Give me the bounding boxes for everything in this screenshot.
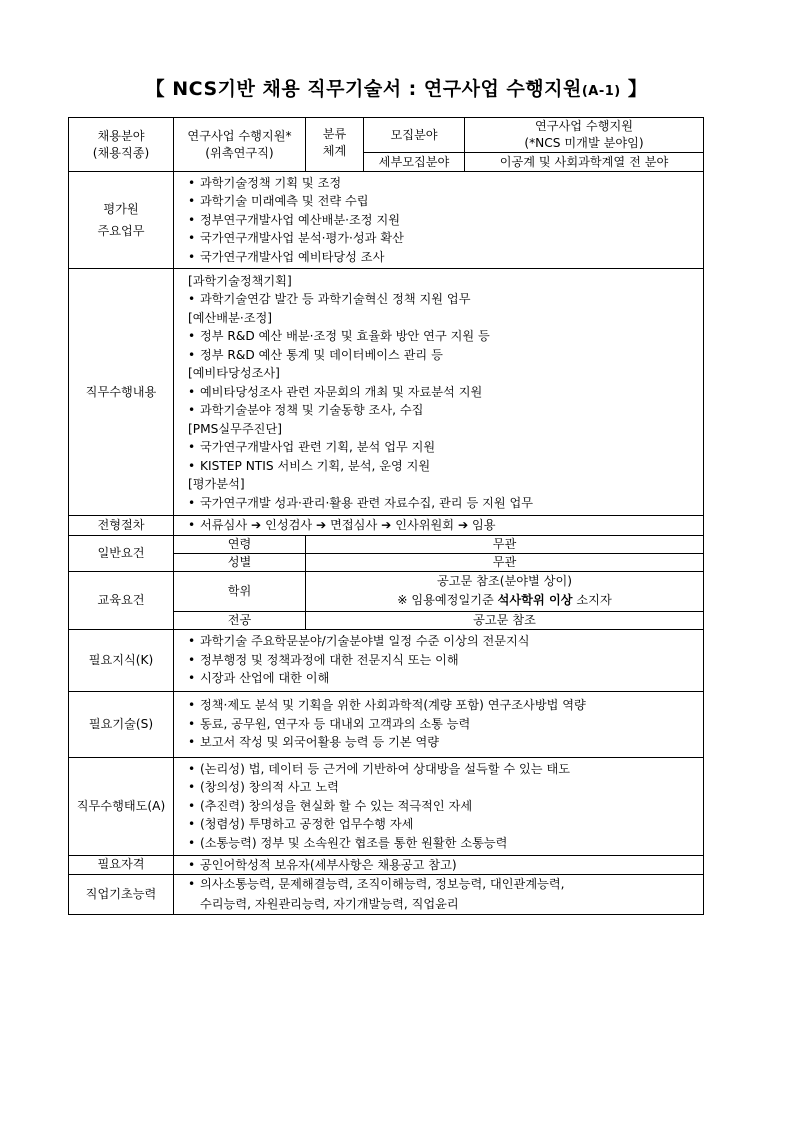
degree-note-pre: ※ 임용예정일기준 — [397, 593, 498, 607]
basic-ability-label: 직업기초능력 — [69, 875, 174, 915]
knowledge-label: 필요지식(K) — [69, 629, 174, 691]
process-label: 전형절차 — [69, 516, 174, 536]
attitude-row — [69, 757, 704, 855]
job-content-item: • 예비타당성조사 관련 자문회의 개최 및 자료분석 지원 — [188, 383, 699, 402]
degree-value-line2 — [310, 591, 699, 610]
job-content-label: 직무수행내용 — [69, 269, 174, 516]
skill-item: • 보고서 작성 및 외국어활용 능력 등 기본 역량 — [188, 733, 699, 752]
recruit-value-line1: 연구사업 수행지원 — [534, 119, 634, 133]
attitude-item: • (소통능력) 정부 및 소속원간 협조를 통한 원활한 소통능력 — [188, 834, 699, 853]
recruit-value-cell — [465, 118, 704, 153]
attitude-item: • (추진력) 창의성을 현실화 할 수 있는 적극적인 자세 — [188, 797, 699, 816]
main-duty-label-line1: 평가원 — [103, 202, 139, 216]
main-duty-content — [174, 172, 704, 269]
section-heading: [평가분석] — [188, 477, 245, 492]
knowledge-cell — [174, 629, 704, 691]
field-value-cell — [174, 118, 306, 172]
job-content-item: • 정부 R&D 예산 통계 및 데이터베이스 관리 등 — [188, 346, 699, 365]
job-content-cell — [174, 269, 704, 516]
main-duty-item: • 과학기술 미래예측 및 전략 수립 — [188, 192, 699, 211]
process-row — [69, 516, 704, 536]
section-heading: [예산배분·조정] — [188, 310, 273, 325]
attitude-label: 직무수행태도(A) — [69, 757, 174, 855]
job-content-item: • 과학기술분야 정책 및 기술동향 조사, 수집 — [188, 401, 699, 420]
process-steps — [188, 516, 699, 535]
job-description-table — [68, 117, 704, 915]
title-bracket-open: 【 — [145, 78, 166, 100]
basic-ability-line1: • 의사소통능력, 문제해결능력, 조직이해능력, 정보능력, 대인관계능력, — [188, 875, 699, 895]
job-content-item: • 국가연구개발사업 관련 기획, 분석 업무 지원 — [188, 438, 699, 457]
process-cell — [174, 516, 704, 536]
process-step: 임용 — [472, 518, 496, 532]
class-label-line1: 분류 — [322, 127, 347, 141]
title-code: (A-1) — [581, 84, 621, 99]
attitude-item: • (창의성) 창의적 사고 노력 — [188, 778, 699, 797]
process-step: 인사위원회 — [395, 518, 455, 532]
degree-note-post: 소지자 — [572, 593, 612, 607]
general-label: 일반요건 — [69, 535, 174, 571]
field-value-line1: 연구사업 수행지원* — [187, 128, 292, 143]
section-heading: [예비타당성조사] — [188, 366, 280, 381]
field-label-cell — [69, 118, 174, 172]
field-label-line1: 채용분야 — [97, 128, 145, 143]
job-content-item: • KISTEP NTIS 서비스 기획, 분석, 운영 지원 — [188, 457, 699, 476]
basic-ability-row — [69, 875, 704, 915]
main-duty-item: • 국가연구개발사업 분석·평가·성과 확산 — [188, 229, 699, 248]
knowledge-item: • 정부행정 및 정책과정에 대한 전문지식 또는 이해 — [188, 651, 699, 670]
skill-cell — [174, 691, 704, 757]
degree-note-bold: 석사학위 이상 — [497, 593, 573, 607]
main-duty-label — [69, 172, 174, 269]
job-content-row — [69, 269, 704, 516]
skill-row — [69, 691, 704, 757]
class-label-line2: 체계 — [322, 144, 347, 158]
recruit-label-cell: 모집분야 — [364, 118, 465, 153]
age-row — [69, 535, 704, 553]
arrow-right-icon: ➔ — [381, 518, 392, 532]
age-value: 무관 — [306, 535, 704, 553]
main-duty-label-line2: 주요업무 — [97, 224, 145, 238]
knowledge-item: • 과학기술 주요학문분야/기술분야별 일정 수준 이상의 전문지식 — [188, 632, 699, 651]
section-heading: [과학기술정책기획] — [188, 273, 292, 288]
title-bracket-close: 】 — [627, 78, 648, 100]
job-content-item: • 정부 R&D 예산 배분·조정 및 효율화 방안 연구 지원 등 — [188, 327, 699, 346]
detail-value-cell: 이공계 및 사회과학계열 전 분야 — [465, 153, 704, 172]
process-step: 면접심사 — [330, 518, 378, 532]
attitude-cell — [174, 757, 704, 855]
arrow-right-icon: ➔ — [316, 518, 327, 532]
knowledge-item: • 시장과 산업에 대한 이해 — [188, 669, 699, 688]
degree-value — [306, 571, 704, 611]
qualification-cell — [174, 855, 704, 875]
process-step: 서류심사 — [200, 518, 248, 532]
title-main: NCS기반 채용 직무기술서 : 연구사업 수행지원 — [172, 78, 582, 100]
basic-ability-line2: 수리능력, 자원관리능력, 자기개발능력, 직업윤리 — [200, 896, 459, 911]
degree-value-line1: 공고문 참조(분야별 상이) — [437, 574, 572, 588]
main-duty-item: • 과학기술정책 기획 및 조정 — [188, 174, 699, 193]
attitude-item: • (청렴성) 투명하고 공정한 업무수행 자세 — [188, 815, 699, 834]
education-label: 교육요건 — [69, 571, 174, 629]
job-content-item: • 국가연구개발 성과·관리·활용 관련 자료수집, 관리 등 지원 업무 — [188, 494, 699, 513]
detail-label-cell: 세부모집분야 — [364, 153, 465, 172]
knowledge-row — [69, 629, 704, 691]
main-duty-item: • 국가연구개발사업 예비타당성 조사 — [188, 248, 699, 267]
degree-label: 학위 — [174, 571, 306, 611]
recruit-value-line2: (*NCS 미개발 분야임) — [524, 136, 644, 150]
skill-label: 필요기술(S) — [69, 691, 174, 757]
main-duty-item: • 정부연구개발사업 예산배분·조정 지원 — [188, 211, 699, 230]
page-title — [0, 74, 793, 101]
arrow-right-icon: ➔ — [250, 518, 262, 532]
attitude-item: • (논리성) 법, 데이터 등 근거에 기반하여 상대방을 설득할 수 있는 태도 — [188, 760, 699, 779]
skill-item: • 정책·제도 분석 및 기획을 위한 사회과학적(계량 포함) 연구조사방법 역량 — [188, 696, 699, 715]
header-row-1 — [69, 118, 704, 153]
qualification-row — [69, 855, 704, 875]
qualification-label: 필요자격 — [69, 855, 174, 875]
field-value-line2: (위촉연구직) — [205, 145, 274, 160]
class-label-cell — [306, 118, 364, 172]
age-label: 연령 — [174, 535, 306, 553]
process-step: 인성검사 — [265, 518, 313, 532]
section-heading: [PMS실무주진단] — [188, 421, 282, 436]
basic-ability-cell — [174, 875, 704, 915]
skill-item: • 동료, 공무원, 연구자 등 대내외 고객과의 소통 능력 — [188, 715, 699, 734]
arrow-right-icon: ➔ — [457, 518, 469, 532]
gender-value: 무관 — [306, 553, 704, 571]
main-duty-row — [69, 172, 704, 269]
job-content-item: • 과학기술연감 발간 등 과학기술혁신 정책 지원 업무 — [188, 290, 699, 309]
qualification-item: • 공인어학성적 보유자(세부사항은 채용공고 참고) — [188, 856, 699, 875]
field-label-line2: (채용직종) — [92, 145, 150, 160]
degree-row — [69, 571, 704, 611]
major-label: 전공 — [174, 611, 306, 629]
gender-label: 성별 — [174, 553, 306, 571]
major-value: 공고문 참조 — [306, 611, 704, 629]
